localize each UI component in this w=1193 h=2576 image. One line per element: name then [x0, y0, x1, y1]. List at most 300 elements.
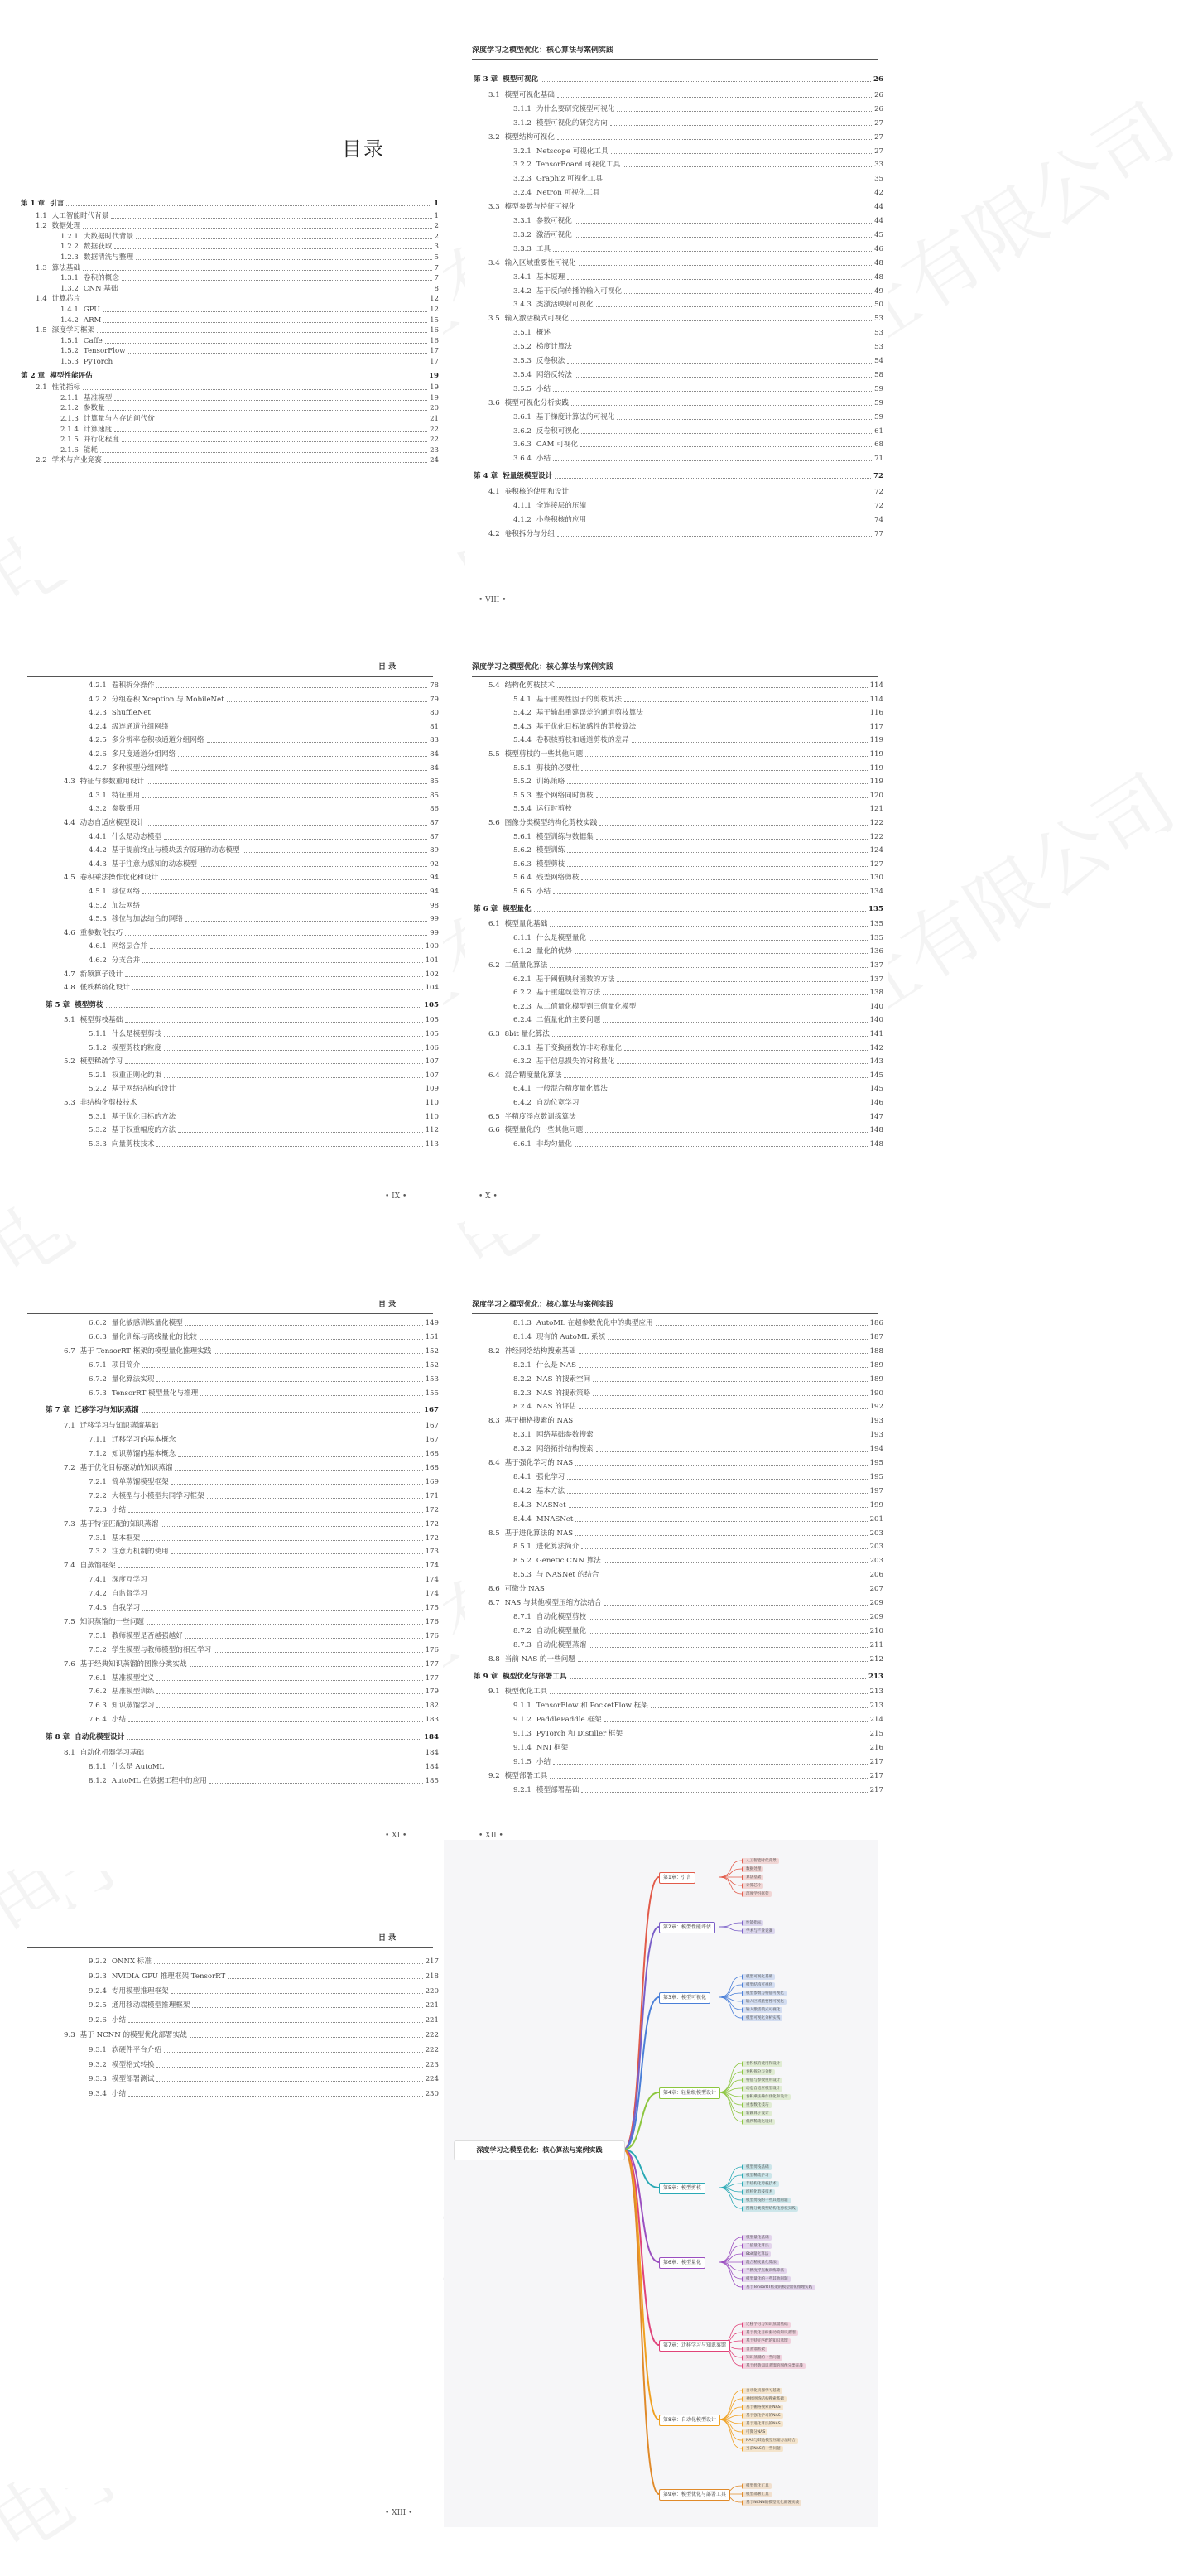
toc-subsection-entry[interactable] — [60, 435, 439, 445]
entry-number: 1.5 — [36, 326, 47, 335]
toc-subsection-entry[interactable] — [513, 1043, 883, 1053]
toc-section-entry[interactable] — [64, 1617, 439, 1627]
entry-title: NVIDIA GPU 推理框架 TensorRT — [111, 1972, 226, 1981]
toc-subsection-entry[interactable] — [60, 284, 439, 294]
toc-subsection-entry[interactable] — [513, 174, 883, 184]
toc-subsection-entry[interactable] — [513, 244, 883, 254]
toc-subsection-entry[interactable] — [89, 1534, 439, 1543]
toc-subsection-entry[interactable] — [89, 1575, 439, 1585]
toc-subsection-entry[interactable] — [89, 1332, 439, 1342]
toc-subsection-entry[interactable] — [89, 804, 439, 814]
toc-subsection-entry[interactable] — [513, 216, 883, 226]
entry-title: TensorFlow 和 PocketFlow 框架 — [536, 1702, 648, 1711]
toc-subsection-entry[interactable] — [513, 1715, 883, 1725]
entry-page-number: 223 — [425, 2060, 439, 2069]
toc-subsection-entry[interactable] — [89, 1673, 439, 1683]
entry-number: 6.1.1 — [513, 933, 532, 942]
leader-dots — [575, 1146, 868, 1147]
entry-page-number: 99 — [430, 928, 439, 937]
toc-section-entry[interactable] — [488, 1529, 883, 1538]
leader-dots — [610, 125, 872, 126]
toc-subsection-entry[interactable] — [89, 791, 439, 801]
entry-page-number: 61 — [874, 426, 883, 436]
entry-title: NAS 的评估 — [536, 1403, 577, 1412]
toc-section-entry[interactable] — [488, 132, 883, 142]
toc-section-entry[interactable] — [36, 383, 439, 392]
entry-title: 迁移学习与知识蒸馏 — [75, 1406, 139, 1415]
leader-dots — [142, 1610, 422, 1611]
entry-page-number: 59 — [874, 384, 883, 393]
toc-section-entry[interactable] — [64, 1748, 439, 1758]
leader-dots — [111, 218, 431, 219]
entry-page-number: 217 — [869, 1757, 883, 1766]
toc-section-entry[interactable] — [64, 1346, 439, 1356]
leader-dots — [178, 1456, 422, 1457]
toc-subsection-entry[interactable] — [513, 1389, 883, 1399]
leader-dots — [103, 311, 427, 312]
toc-subsection-entry[interactable] — [513, 1570, 883, 1580]
toc-subsection-entry[interactable] — [513, 1626, 883, 1636]
toc-subsection-entry[interactable] — [513, 426, 883, 436]
toc-subsection-entry[interactable] — [60, 305, 439, 315]
toc-subsection-entry[interactable] — [513, 230, 883, 240]
entry-title: 模型可视化分析实践 — [504, 398, 570, 407]
toc-subsection-entry[interactable] — [89, 1491, 439, 1501]
toc-subsection-entry[interactable] — [89, 901, 439, 911]
entry-page-number: 217 — [869, 1771, 883, 1780]
toc-section-entry[interactable] — [488, 681, 883, 691]
leader-dots — [575, 1535, 867, 1536]
toc-subsection-entry[interactable] — [513, 1743, 883, 1753]
mind-map-branch — [623, 1927, 659, 2150]
toc-subsection-entry[interactable] — [513, 147, 883, 156]
leader-dots — [569, 1507, 868, 1508]
toc-section-entry[interactable] — [488, 1071, 883, 1081]
toc-subsection-entry[interactable] — [513, 272, 883, 282]
toc-subsection-entry[interactable] — [513, 1500, 883, 1510]
toc-subsection-entry[interactable] — [89, 2045, 439, 2055]
toc-subsection-entry[interactable] — [89, 832, 439, 842]
toc-subsection-entry[interactable] — [89, 735, 439, 745]
toc-subsection-entry[interactable] — [89, 1701, 439, 1711]
toc-section-entry[interactable] — [36, 294, 439, 304]
leader-dots — [585, 756, 867, 757]
toc-subsection-entry[interactable] — [60, 393, 439, 403]
entry-title: 什么是 AutoML — [111, 1762, 165, 1771]
toc-subsection-entry[interactable] — [513, 988, 883, 998]
toc-subsection-entry[interactable] — [513, 454, 883, 464]
entry-number: 4.2.4 — [89, 722, 107, 731]
entry-title: 轻量级模型设计 — [503, 472, 553, 481]
toc-section-entry[interactable] — [64, 1057, 439, 1067]
entry-number: 5.2.1 — [89, 1071, 107, 1080]
toc-section-entry[interactable] — [36, 211, 439, 221]
entry-page-number: 116 — [869, 709, 883, 718]
entry-number: 3.4.2 — [513, 286, 532, 296]
leader-dots — [632, 742, 868, 743]
toc-subsection-entry[interactable] — [513, 160, 883, 170]
toc-subsection-entry[interactable] — [513, 722, 883, 732]
toc-chapter-entry[interactable] — [46, 1405, 439, 1415]
toc-section-entry[interactable] — [488, 202, 883, 212]
toc-section-entry[interactable] — [64, 1015, 439, 1025]
entry-title: 基于 NCNN 的模型优化部署实战 — [79, 2031, 187, 2039]
toc-section-entry[interactable] — [488, 961, 883, 970]
toc-subsection-entry[interactable] — [513, 342, 883, 352]
toc-subsection-entry[interactable] — [513, 933, 883, 943]
toc-section-entry[interactable] — [64, 970, 439, 980]
toc-subsection-entry[interactable] — [513, 1318, 883, 1328]
toc-subsection-entry[interactable] — [513, 1057, 883, 1067]
leader-dots — [575, 1465, 867, 1466]
toc-subsection-entry[interactable] — [89, 845, 439, 855]
toc-subsection-entry[interactable] — [89, 956, 439, 965]
entry-number: 9.3.2 — [89, 2060, 107, 2069]
toc-subsection-entry[interactable] — [60, 425, 439, 435]
entry-number: 3.5.5 — [513, 384, 532, 393]
toc-subsection-entry[interactable] — [60, 232, 439, 242]
toc-subsection-entry[interactable] — [89, 695, 439, 705]
toc-chapter-entry[interactable] — [474, 904, 883, 914]
toc-section-entry[interactable] — [488, 398, 883, 408]
toc-subsection-entry[interactable] — [89, 2015, 439, 2025]
toc-subsection-entry[interactable] — [89, 1112, 439, 1122]
toc-subsection-entry[interactable] — [89, 1043, 439, 1053]
toc-subsection-entry[interactable] — [513, 1729, 883, 1739]
entry-number: 1.5.2 — [60, 347, 79, 356]
toc-subsection-entry[interactable] — [513, 804, 883, 814]
toc-section-entry[interactable] — [488, 919, 883, 929]
toc-subsection-entry[interactable] — [513, 104, 883, 114]
toc-subsection-entry[interactable] — [513, 1002, 883, 1012]
entry-number: 5.6.4 — [513, 874, 532, 883]
toc-subsection-entry[interactable] — [89, 681, 439, 691]
toc-subsection-entry[interactable] — [513, 300, 883, 310]
toc-chapter-entry[interactable] — [21, 199, 439, 209]
toc-section-entry[interactable] — [488, 1584, 883, 1594]
entry-page-number: 230 — [425, 2090, 439, 2099]
toc-section-entry[interactable] — [36, 325, 439, 335]
entry-page-number: 145 — [869, 1085, 883, 1094]
toc-subsection-entry[interactable] — [513, 1785, 883, 1795]
toc-section-entry[interactable] — [64, 1463, 439, 1473]
entry-number: 3.5.2 — [513, 343, 532, 352]
toc-subsection-entry[interactable] — [513, 1514, 883, 1524]
entry-page-number: 78 — [430, 681, 439, 690]
toc-subsection-entry[interactable] — [89, 2089, 439, 2099]
toc-subsection-entry[interactable] — [89, 1645, 439, 1655]
entry-page-number: 50 — [874, 301, 883, 310]
toc-page-2 — [465, 29, 888, 609]
toc-subsection-entry[interactable] — [513, 1612, 883, 1622]
toc-section-entry[interactable] — [64, 983, 439, 993]
toc-section-entry[interactable] — [64, 928, 439, 938]
entry-number: 7.1 — [64, 1422, 75, 1431]
toc-subsection-entry[interactable] — [513, 1360, 883, 1370]
leader-dots — [83, 389, 427, 390]
toc-subsection-entry[interactable] — [513, 1556, 883, 1566]
entry-page-number: 188 — [869, 1346, 883, 1355]
entry-title: 注意力机制的使用 — [111, 1548, 169, 1557]
toc-subsection-entry[interactable] — [513, 975, 883, 985]
toc-section-entry[interactable] — [64, 2030, 439, 2040]
toc-section-entry[interactable] — [64, 777, 439, 787]
leader-dots — [142, 797, 427, 798]
toc-subsection-entry[interactable] — [513, 946, 883, 956]
toc-subsection-entry[interactable] — [89, 1957, 439, 1967]
leader-dots — [552, 1036, 868, 1037]
entry-number: 9.1.3 — [513, 1730, 532, 1739]
toc-section-entry[interactable] — [488, 749, 883, 759]
entry-number: 8.4.4 — [513, 1514, 532, 1524]
toc-subsection-entry[interactable] — [89, 1360, 439, 1370]
toc-subsection-entry[interactable] — [89, 1762, 439, 1772]
toc-subsection-entry[interactable] — [89, 1029, 439, 1039]
toc-subsection-entry[interactable] — [513, 1444, 883, 1454]
toc-title: 目录 — [342, 137, 385, 161]
leader-dots — [122, 441, 427, 442]
toc-section-entry[interactable] — [488, 258, 883, 268]
toc-section-entry[interactable] — [488, 1598, 883, 1608]
toc-section-entry[interactable] — [488, 1771, 883, 1781]
entry-number: 2.1.3 — [60, 415, 79, 423]
leader-dots — [128, 1721, 423, 1722]
entry-title: 自动化模型剪枝 — [536, 1612, 587, 1621]
entry-number: 8.7.2 — [513, 1626, 532, 1635]
entry-number: 1.3.2 — [60, 284, 79, 293]
toc-subsection-entry[interactable] — [89, 722, 439, 732]
entry-number: 5.5.4 — [513, 805, 532, 814]
toc-subsection-entry[interactable] — [513, 1757, 883, 1767]
toc-section-entry[interactable] — [64, 1519, 439, 1529]
toc-subsection-entry[interactable] — [513, 845, 883, 855]
toc-subsection-entry[interactable] — [513, 695, 883, 705]
toc-subsection-entry[interactable] — [513, 286, 883, 296]
entry-number: 8.2.2 — [513, 1375, 532, 1384]
toc-subsection-entry[interactable] — [513, 412, 883, 422]
toc-section-entry[interactable] — [488, 314, 883, 324]
toc-subsection-entry[interactable] — [513, 1542, 883, 1552]
toc-section-entry[interactable] — [36, 263, 439, 273]
toc-section-entry[interactable] — [488, 818, 883, 828]
toc-subsection-entry[interactable] — [60, 414, 439, 424]
toc-section-entry[interactable] — [488, 1112, 883, 1122]
entry-number: 5.3.3 — [89, 1139, 107, 1148]
toc-subsection-entry[interactable] — [513, 887, 883, 897]
toc-section-entry[interactable] — [64, 1098, 439, 1108]
entry-title: 基于特征匹配的知识蒸馏 — [79, 1519, 159, 1529]
toc-subsection-entry[interactable] — [89, 1389, 439, 1399]
toc-subsection-entry[interactable] — [60, 346, 439, 356]
toc-subsection-entry[interactable] — [60, 357, 439, 367]
toc-section-entry[interactable] — [488, 529, 883, 539]
toc-subsection-entry[interactable] — [60, 315, 439, 325]
leader-dots — [593, 1381, 867, 1382]
toc-subsection-entry[interactable] — [89, 1715, 439, 1725]
toc-section-entry[interactable] — [36, 221, 439, 231]
entry-title: 与 NASNet 的结合 — [536, 1571, 599, 1580]
toc-section-entry[interactable] — [64, 1659, 439, 1669]
toc-subsection-entry[interactable] — [89, 1071, 439, 1081]
toc-subsection-entry[interactable] — [89, 941, 439, 951]
entry-page-number: 152 — [425, 1346, 439, 1355]
toc-subsection-entry[interactable] — [60, 273, 439, 283]
entry-title: AutoML 在超参数优化中的典型应用 — [536, 1319, 653, 1327]
toc-subsection-entry[interactable] — [89, 1986, 439, 1996]
toc-subsection-entry[interactable] — [89, 1776, 439, 1786]
toc-subsection-entry[interactable] — [513, 440, 883, 450]
toc-subsection-entry[interactable] — [513, 832, 883, 842]
toc-subsection-entry[interactable] — [513, 328, 883, 338]
toc-subsection-entry[interactable] — [513, 188, 883, 198]
toc-subsection-entry[interactable] — [513, 1139, 883, 1149]
toc-subsection-entry[interactable] — [513, 1375, 883, 1384]
toc-section-entry[interactable] — [36, 455, 439, 465]
toc-section-entry[interactable] — [64, 818, 439, 828]
toc-subsection-entry[interactable] — [89, 1589, 439, 1599]
entry-title: 自动位宽学习 — [536, 1099, 580, 1107]
entry-number: 6.1 — [488, 920, 500, 929]
mind-map-section-node: 半精度浮点数训练算法 — [742, 2268, 787, 2274]
page-number: • VIII • — [479, 596, 507, 604]
toc-subsection-entry[interactable] — [89, 1687, 439, 1697]
toc-subsection-entry[interactable] — [89, 2001, 439, 2010]
mind-map-section-node: 深度学习框架 — [742, 1891, 772, 1897]
toc-subsection-entry[interactable] — [513, 735, 883, 745]
toc-section-entry[interactable] — [488, 1687, 883, 1697]
entry-title: 基于提前终止与模块丢弃原理的动态模型 — [111, 846, 240, 855]
toc-subsection-entry[interactable] — [89, 1125, 439, 1135]
toc-subsection-entry[interactable] — [513, 1430, 883, 1440]
toc-subsection-entry[interactable] — [60, 253, 439, 262]
toc-subsection-entry[interactable] — [89, 1084, 439, 1094]
toc-subsection-entry[interactable] — [89, 2060, 439, 2070]
toc-subsection-entry[interactable] — [513, 1084, 883, 1094]
toc-subsection-entry[interactable] — [60, 445, 439, 455]
toc-subsection-entry[interactable] — [513, 1098, 883, 1108]
toc-section-entry[interactable] — [488, 1029, 883, 1039]
toc-section-entry[interactable] — [488, 1458, 883, 1468]
leader-dots — [581, 433, 872, 434]
toc-subsection-entry[interactable] — [513, 515, 883, 525]
toc-subsection-entry[interactable] — [89, 1477, 439, 1487]
running-head: 深度学习之模型优化：核心算法与案例实践 — [472, 1301, 614, 1309]
entry-page-number: 122 — [869, 819, 883, 827]
toc-subsection-entry[interactable] — [513, 1332, 883, 1342]
entry-page-number: 172 — [425, 1505, 439, 1514]
toc-subsection-entry[interactable] — [89, 914, 439, 924]
mind-map-chapter-node: 第1章：引言 — [659, 1872, 695, 1884]
toc-chapter-entry[interactable] — [474, 1672, 883, 1682]
toc-subsection-entry[interactable] — [60, 403, 439, 413]
entry-number: 1.3.1 — [60, 274, 79, 283]
toc-subsection-entry[interactable] — [513, 1402, 883, 1412]
toc-subsection-entry[interactable] — [60, 336, 439, 346]
toc-section-entry[interactable] — [64, 873, 439, 883]
toc-subsection-entry[interactable] — [89, 749, 439, 759]
toc-section-entry[interactable] — [64, 1561, 439, 1571]
entry-number: 8.1 — [64, 1749, 75, 1757]
toc-subsection-entry[interactable] — [513, 859, 883, 869]
entry-page-number: 105 — [424, 1000, 439, 1009]
toc-subsection-entry[interactable] — [89, 1505, 439, 1515]
toc-subsection-entry[interactable] — [89, 1139, 439, 1149]
toc-subsection-entry[interactable] — [513, 501, 883, 511]
toc-subsection-entry[interactable] — [513, 791, 883, 801]
toc-subsection-entry[interactable] — [89, 1972, 439, 1981]
toc-subsection-entry[interactable] — [89, 887, 439, 897]
toc-subsection-entry[interactable] — [513, 1701, 883, 1711]
toc-subsection-entry[interactable] — [513, 384, 883, 394]
toc-chapter-entry[interactable] — [474, 75, 883, 84]
mind-map-section-node: 算法基础 — [742, 1875, 763, 1880]
toc-subsection-entry[interactable] — [89, 1603, 439, 1613]
toc-subsection-entry[interactable] — [89, 1318, 439, 1328]
toc-subsection-entry[interactable] — [513, 1640, 883, 1650]
toc-subsection-entry[interactable] — [513, 1486, 883, 1496]
toc-section-entry[interactable] — [488, 487, 883, 497]
mind-map-sub-branch — [719, 2092, 742, 2113]
toc-chapter-entry[interactable] — [474, 471, 883, 481]
entry-number: 3.1 — [488, 90, 500, 99]
toc-subsection-entry[interactable] — [513, 763, 883, 773]
toc-subsection-entry[interactable] — [89, 708, 439, 718]
entry-title: Caffe — [83, 336, 103, 345]
entry-title: PyTorch — [83, 358, 113, 366]
toc-subsection-entry[interactable] — [513, 1015, 883, 1025]
entry-number: 6.4 — [488, 1071, 500, 1080]
entry-page-number: 148 — [869, 1139, 883, 1148]
toc-subsection-entry[interactable] — [89, 1449, 439, 1459]
leader-dots — [617, 111, 872, 112]
toc-chapter-entry[interactable] — [46, 1000, 439, 1010]
toc-subsection-entry[interactable] — [513, 356, 883, 366]
toc-subsection-entry[interactable] — [89, 1435, 439, 1445]
toc-subsection-entry[interactable] — [513, 370, 883, 380]
toc-subsection-entry[interactable] — [513, 1472, 883, 1482]
toc-subsection-entry[interactable] — [89, 1547, 439, 1557]
entry-page-number: 98 — [430, 901, 439, 910]
toc-subsection-entry[interactable] — [60, 242, 439, 252]
toc-chapter-entry[interactable] — [46, 1732, 439, 1742]
entry-title: 训练策略 — [536, 778, 565, 787]
toc-section-entry[interactable] — [488, 1346, 883, 1356]
toc-section-entry[interactable] — [488, 1416, 883, 1426]
entry-title: 基于经典知识蒸馏的图像分类实战 — [79, 1659, 187, 1668]
toc-chapter-entry[interactable] — [21, 371, 439, 381]
toc-section-entry[interactable] — [488, 1125, 883, 1135]
toc-subsection-entry[interactable] — [513, 777, 883, 787]
toc-subsection-entry[interactable] — [89, 763, 439, 773]
toc-subsection-entry[interactable] — [89, 1631, 439, 1641]
toc-subsection-entry[interactable] — [513, 873, 883, 883]
toc-section-entry[interactable] — [488, 1654, 883, 1664]
toc-subsection-entry[interactable] — [513, 118, 883, 128]
entry-title: 量化训练与离线量化的比较 — [111, 1332, 198, 1341]
toc-subsection-entry[interactable] — [513, 708, 883, 718]
mind-map-sub-branch — [719, 1997, 742, 2018]
toc-subsection-entry[interactable] — [89, 859, 439, 869]
leader-dots — [105, 343, 427, 344]
toc-section-entry[interactable] — [64, 1421, 439, 1431]
entry-number: 9.1.2 — [513, 1716, 532, 1725]
toc-section-entry[interactable] — [488, 90, 883, 100]
toc-subsection-entry[interactable] — [89, 2074, 439, 2084]
entry-page-number: 102 — [425, 970, 439, 979]
entry-page-number: 46 — [874, 244, 883, 253]
mind-map-section-node: 知识蒸馏的一些问题 — [742, 2355, 782, 2361]
toc-subsection-entry[interactable] — [89, 1375, 439, 1384]
